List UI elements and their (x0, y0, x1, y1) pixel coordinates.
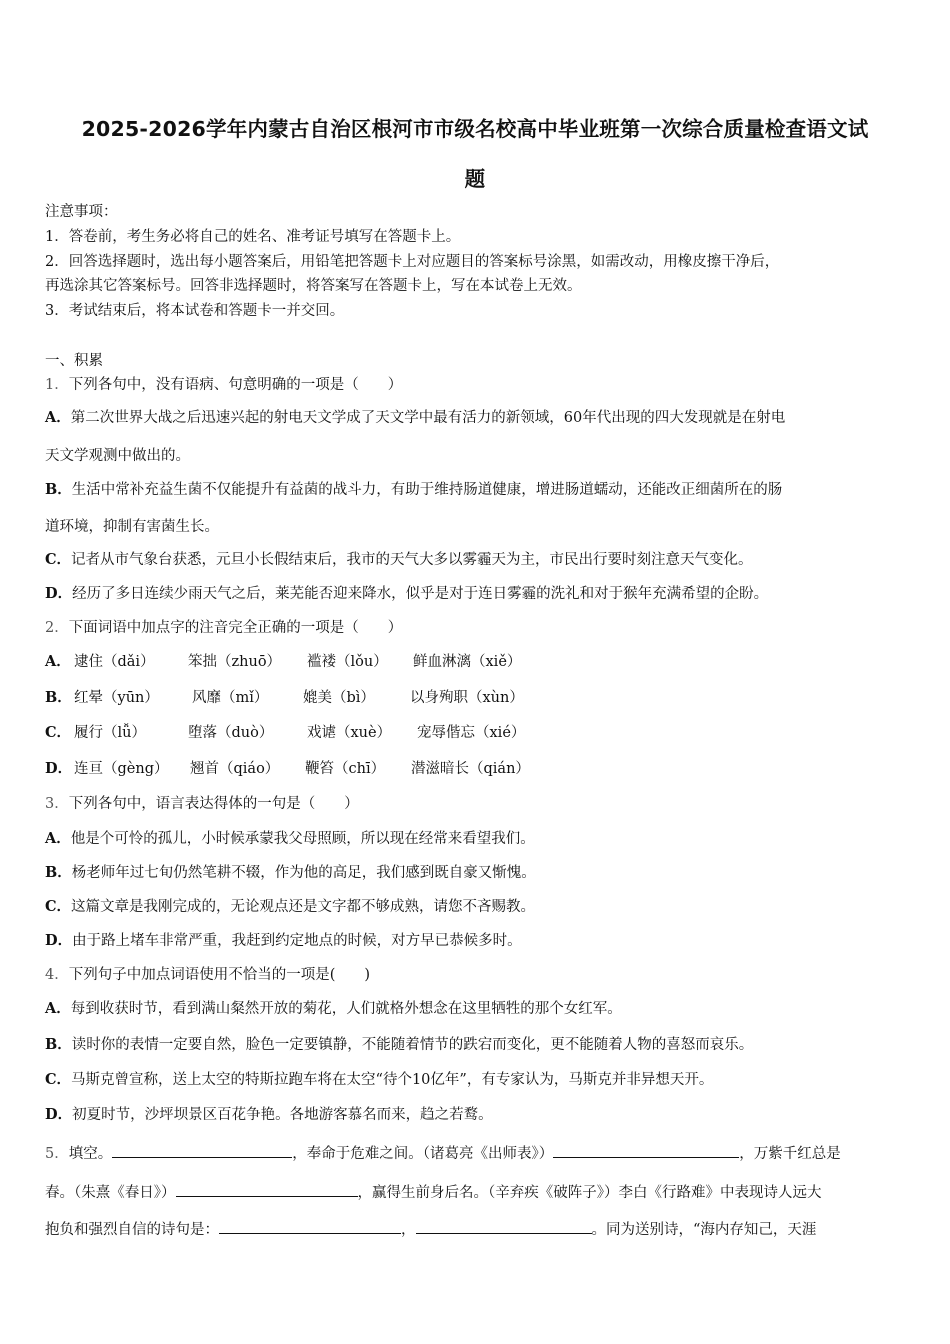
question-1-stem (45, 375, 402, 395)
option-label: C． (45, 898, 72, 915)
option-word: 堕落（duò） (188, 725, 274, 741)
question-1-option-b-cont: 道环境，抑制有害菌生长。 (45, 519, 219, 535)
option-text: 经历了多日连续少雨天气之后，莱芜能否迎来降水，似乎是对于连日雾霾的洗礼和对于猴年充满希望的企盼。 (72, 586, 769, 602)
question-1-option-a (45, 408, 785, 428)
option-text: 杨老师年过七旬仍然笔耕不辍，作为他的高足，我们感到既自豪又惭愧。 (71, 865, 536, 881)
notice-item-1: 1．答卷前，考生务必将自己的姓名、准考证号填写在答题卡上。 (45, 229, 461, 245)
option-label: D． (45, 1106, 73, 1123)
question-number: 4． (45, 967, 69, 983)
question-text: 下列各句中，语言表达得体的一句是（ ） (68, 796, 359, 812)
notice-item-2: 2．回答选择题时，选出每小题答案后，用铅笔把答题卡上对应题目的答案标号涂黑，如需改动，用橡皮擦干净后， (45, 254, 780, 270)
question-1-option-c (45, 550, 753, 570)
question-3-option-c (45, 897, 535, 917)
option-label: D． (45, 760, 73, 777)
question-number: 3． (45, 796, 69, 812)
page-title-continued: 题 (464, 167, 486, 191)
fill-blank[interactable] (112, 1142, 292, 1158)
option-text: 读时你的表情一定要自然，脸色一定要镇静，不能随着情节的跌宕而变化，更不能随着人物的喜怒而哀乐。 (71, 1037, 754, 1053)
fill-blank[interactable] (416, 1218, 592, 1234)
question-text: ，赢得生前身后名。（辛弃疾《破阵子》）李白《行路难》中表现诗人远大 (357, 1185, 822, 1201)
question-5-line-3 (45, 1218, 816, 1240)
question-4-stem (45, 965, 370, 985)
option-text: 记者从市气象台获悉，元旦小长假结束后，我市的天气大多以雾霾天为主，市民出行要时刻注意天气变化。 (71, 552, 753, 568)
question-text: ， (401, 1222, 416, 1238)
option-word: 连亘（gèng） (74, 761, 169, 777)
option-label: A． (45, 1000, 71, 1017)
option-text: 他是个可怜的孤儿，小时候承蒙我父母照顾，所以现在经常来看望我们。 (70, 831, 535, 847)
option-text: 这篇文章是我刚完成的，无论观点还是文字都不够成熟，请您不吝赐教。 (71, 899, 536, 915)
option-text: 每到收获时节，看到满山粲然开放的菊花，人们就格外想念在这里牺牲的那个女红军。 (70, 1001, 622, 1017)
option-word: 以身殉职（xùn） (410, 690, 524, 706)
question-5-line-1 (45, 1142, 841, 1164)
question-text: 春。（朱熹《春日》） (45, 1185, 176, 1201)
question-4-option-c (45, 1070, 713, 1090)
question-1-option-a-cont: 天文学观测中做出的。 (45, 448, 190, 464)
question-text: 下列各句中，没有语病、句意明确的一项是（ ） (68, 377, 403, 393)
question-1-option-d (45, 584, 768, 604)
option-label: A． (45, 830, 71, 847)
question-4-option-b (45, 1035, 753, 1055)
question-text: 。同为送别诗，“海内存知己，天涯 (591, 1222, 817, 1238)
question-text: 下列句子中加点词语使用不恰当的一项是( ) (68, 967, 371, 983)
option-word: 戏谑（xuè） (307, 725, 392, 741)
fill-blank[interactable] (176, 1181, 358, 1197)
question-text: 抱负和强烈自信的诗句是： (45, 1222, 219, 1238)
option-word: 翘首（qiáo） (190, 761, 280, 777)
option-label: B． (45, 481, 72, 498)
page-title: 2025-2026学年内蒙古自治区根河市市级名校高中毕业班第一次综合质量检查语文试 (81, 117, 869, 141)
option-text: 初夏时节，沙坪坝景区百花争艳。各地游客慕名而来，趋之若鹜。 (72, 1107, 493, 1123)
question-number: 1． (45, 377, 69, 393)
option-word: 笨拙（zhuō） (188, 654, 282, 670)
section-heading: 一、积累 (45, 353, 103, 369)
fill-blank[interactable] (553, 1142, 739, 1158)
option-label: C． (45, 1071, 72, 1088)
option-label: B． (45, 864, 72, 881)
notice-heading: 注意事项： (45, 204, 118, 220)
option-word: 履行（lǚ） (74, 725, 146, 741)
question-3-stem (45, 794, 359, 814)
option-label: A． (45, 409, 71, 426)
option-label: C． (45, 724, 72, 741)
question-text: 下面词语中加点字的注音完全正确的一项是（ ） (68, 620, 403, 636)
notice-item-3: 3．考试结束后，将本试卷和答题卡一并交回。 (45, 303, 345, 319)
question-number: 2． (45, 620, 69, 636)
option-text: 由于路上堵车非常严重，我赶到约定地点的时候，对方早已恭候多时。 (72, 933, 522, 949)
option-label: A． (45, 653, 71, 670)
option-label: B． (45, 1036, 72, 1053)
option-text: 马斯克曾宣称，送上太空的特斯拉跑车将在太空“待个10亿年”，有专家认为，马斯克并非异想天开。 (71, 1072, 714, 1088)
option-text: 生活中常补充益生菌不仅能提升有益菌的战斗力，有助于维持肠道健康，增进肠道蠕动，还能改正细菌所在的肠 (71, 482, 783, 498)
question-text: 填空。 (68, 1146, 113, 1162)
question-3-option-d (45, 931, 522, 951)
notice-item-2-cont: 再选涂其它答案标号。回答非选择题时，将答案写在答题卡上，写在本试卷上无效。 (45, 278, 582, 294)
question-5-line-2 (45, 1181, 822, 1203)
question-number: 5． (45, 1146, 69, 1162)
option-label: B． (45, 689, 72, 706)
question-4-option-a (45, 999, 622, 1019)
option-label: C． (45, 551, 72, 568)
fill-blank[interactable] (219, 1218, 401, 1234)
question-3-option-b (45, 863, 536, 883)
option-text: 第二次世界大战之后迅速兴起的射电天文学成了天文学中最有活力的新领域，60年代出现的四大发现就是在射电 (70, 410, 786, 426)
question-text: ，万紫千红总是 (739, 1146, 841, 1162)
question-3-option-a (45, 829, 535, 849)
question-text: ，奉命于危难之间。（诸葛亮《出师表》） (292, 1146, 554, 1162)
option-label: D． (45, 585, 73, 602)
option-word: 宠辱偕忘（xié） (417, 725, 526, 741)
option-word: 鲜血淋漓（xiě） (413, 654, 522, 670)
option-label: D． (45, 932, 73, 949)
option-word: 红晕（yūn） (74, 690, 159, 706)
option-word: 褴褛（lǒu） (307, 654, 388, 670)
option-word: 逮住（dǎi） (74, 654, 155, 670)
option-word: 潜滋暗长（qián） (411, 761, 530, 777)
option-word: 鞭笞（chī） (305, 761, 386, 777)
question-1-option-b (45, 480, 782, 500)
question-2-stem (45, 618, 402, 638)
option-word: 媲美（bì） (303, 690, 375, 706)
option-word: 风靡（mǐ） (192, 690, 269, 706)
question-4-option-d (45, 1105, 493, 1125)
